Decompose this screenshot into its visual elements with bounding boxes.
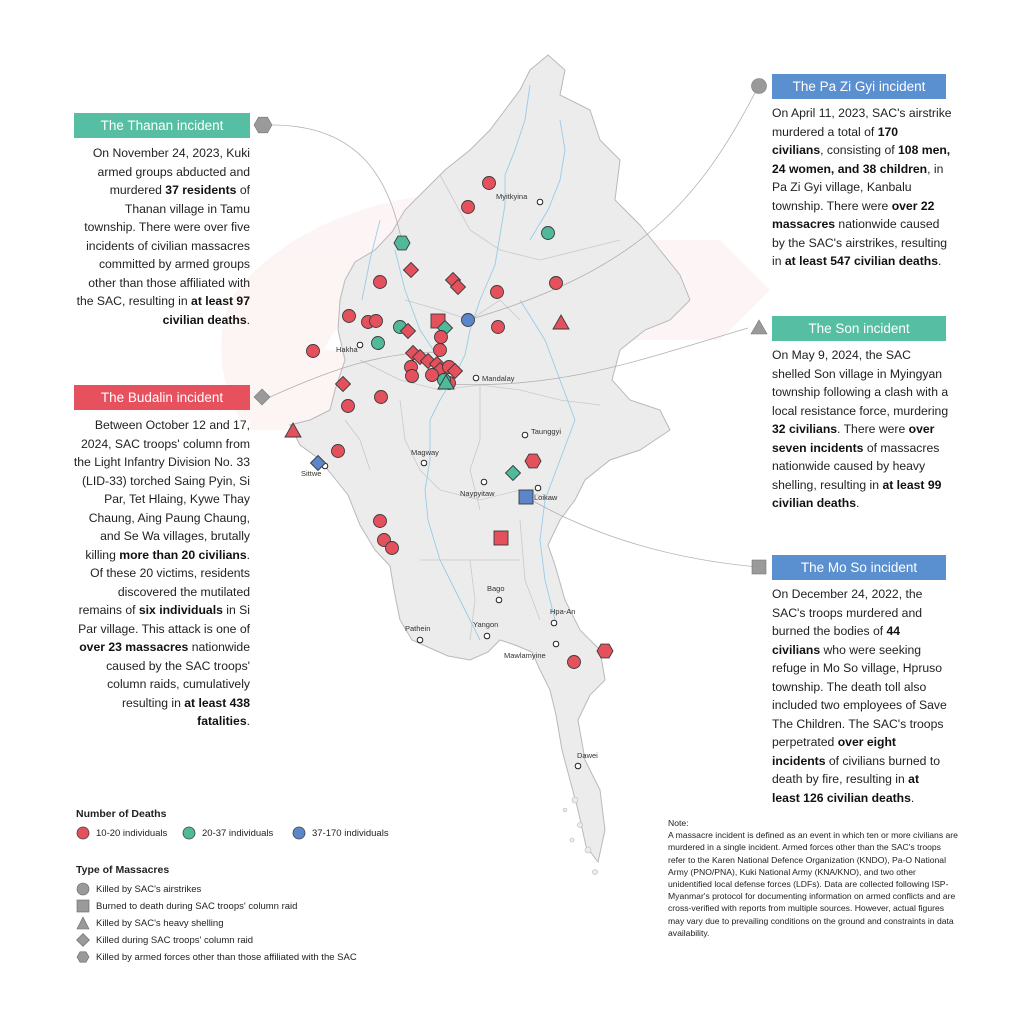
massacre-marker-circle[interactable] <box>375 391 388 404</box>
city-label: Taunggyi <box>531 427 562 436</box>
blue-circle-icon <box>292 826 306 840</box>
city-label: Naypyitaw <box>460 489 495 498</box>
massacre-marker-hexagon[interactable] <box>597 644 613 658</box>
massacre-marker-circle[interactable] <box>550 277 563 290</box>
gray-square-icon <box>76 899 90 913</box>
city-label: Magway <box>411 448 439 457</box>
gray-diamond-icon <box>76 933 90 947</box>
city-dot <box>575 763 581 769</box>
moso-title-banner: The Mo So incident <box>772 555 946 580</box>
massacre-marker-circle[interactable] <box>568 656 581 669</box>
pazigyi-description: On April 11, 2023, SAC's airstrike murdered a total of 170 civilians, consisting of 108 men, 24 women, and 38 children, in Pa Zi Gyi village, Kanbalu township. There were over 22 massacres nationwide caused by the SAC's airstrikes, resulting in at least 547 civilian deaths. <box>772 106 952 268</box>
thanan-title-banner: The Thanan incident <box>74 113 250 138</box>
massacre-marker-circle[interactable] <box>542 227 555 240</box>
massacre-marker-square[interactable] <box>519 490 533 504</box>
gray-circle-icon <box>76 882 90 896</box>
massacre-marker-circle[interactable] <box>406 370 419 383</box>
massacre-marker-circle[interactable] <box>374 515 387 528</box>
legend-type-column-raid: Killed during SAC troops' column raid <box>76 933 253 947</box>
note-block <box>668 817 958 939</box>
legend-type-burned: Burned to death during SAC troops' column raid <box>76 899 297 913</box>
budalin-title-banner: The Budalin incident <box>74 385 250 410</box>
city-label: Myitkyina <box>496 192 528 201</box>
city-dot <box>357 342 363 348</box>
pazigyi-title-banner: The Pa Zi Gyi incident <box>772 74 946 99</box>
massacre-marker-circle[interactable] <box>307 345 320 358</box>
massacre-marker-circle[interactable] <box>426 369 439 382</box>
gray-hexagon-icon <box>76 950 90 964</box>
city-dot <box>535 485 541 491</box>
red-circle-icon <box>76 826 90 840</box>
city-dot <box>473 375 479 381</box>
city-dot <box>551 620 557 626</box>
massacre-marker-circle[interactable] <box>370 315 383 328</box>
son-title-banner: The Son incident <box>772 316 946 341</box>
massacre-marker-circle[interactable] <box>462 314 475 327</box>
city-label: Bago <box>487 584 505 593</box>
city-label: Sittwe <box>301 469 322 478</box>
massacre-marker-circle[interactable] <box>491 286 504 299</box>
city-label: Mandalay <box>482 374 515 383</box>
city-label: Loikaw <box>534 493 558 502</box>
city-label: Hpa-An <box>550 607 576 616</box>
moso-description: On December 24, 2022, the SAC's troops murdered and burned the bodies of 44 civilians who were seeking refuge in Mo So village, Hpruso township. The death toll also included two employees of Save The Children. The SAC's troops perpetrated over eight incidents of civilians burned to death by fire, resulting in at least 126 civilian deaths. <box>772 587 947 805</box>
city-dot <box>537 199 543 205</box>
city-dot <box>484 633 490 639</box>
pazigyi-circle-icon <box>752 79 767 94</box>
massacre-marker-hexagon[interactable] <box>394 236 410 250</box>
massacre-marker-hexagon[interactable] <box>525 454 541 468</box>
myanmar-outline <box>290 55 690 862</box>
legend-deaths-20-37: 20-37 individuals <box>182 826 273 840</box>
massacre-marker-circle[interactable] <box>434 344 447 357</box>
moso-square-icon <box>752 560 766 574</box>
massacre-marker-circle[interactable] <box>342 400 355 413</box>
legend-type-shelling: Killed by SAC's heavy shelling <box>76 916 224 930</box>
city-label: Dawei <box>577 751 598 760</box>
legend-deaths-title: Number of Deaths <box>76 808 167 820</box>
massacre-marker-circle[interactable] <box>462 201 475 214</box>
legend-types-title: Type of Massacres <box>76 864 170 876</box>
massacre-marker-square[interactable] <box>494 531 508 545</box>
massacre-marker-circle[interactable] <box>386 542 399 555</box>
city-dot <box>553 641 559 647</box>
green-circle-icon <box>182 826 196 840</box>
son-triangle-icon <box>751 320 767 334</box>
city-label: Hakha <box>336 345 358 354</box>
city-dot <box>417 637 423 643</box>
city-label: Pathein <box>405 624 431 633</box>
city-dot <box>522 432 528 438</box>
legend-deaths-37-170: 37-170 individuals <box>292 826 389 840</box>
massacre-marker-circle[interactable] <box>332 445 345 458</box>
legend-type-other-forces: Killed by armed forces other than those affiliated with the SAC <box>76 950 357 964</box>
city-label: Mawlamyine <box>504 651 546 660</box>
gray-triangle-icon <box>76 916 90 930</box>
massacre-marker-circle[interactable] <box>372 337 385 350</box>
legend-deaths-10-20: 10-20 individuals <box>76 826 167 840</box>
massacre-marker-circle[interactable] <box>374 276 387 289</box>
note-text: A massacre incident is defined as an event in which ten or more civilians are murdered in a single incident. Armed forces other than the SAC's troops refer to the Karen National Defence Organization (KNDO), Pa-O National Army (PNO/PNA), Kuki National Army (KNA/KNO), and two other unidentified local defense forces (LDFs). Data are collected following ISP-Myanmar's protocol for documenting information on armed conflicts and are cross-verified with reports from multiple sources. However, actual figures may vary due to prevailing conditions on the ground and constraints in data availability. <box>668 830 958 938</box>
note-title: Note: <box>668 818 689 828</box>
city-dot <box>496 597 502 603</box>
massacre-marker-circle[interactable] <box>343 310 356 323</box>
massacre-marker-circle[interactable] <box>435 331 448 344</box>
city-label: Yangon <box>473 620 499 629</box>
city-dot <box>421 460 427 466</box>
legend-type-airstrike: Killed by SAC's airstrikes <box>76 882 201 896</box>
massacre-marker-circle[interactable] <box>492 321 505 334</box>
massacre-marker-circle[interactable] <box>483 177 496 190</box>
city-dot <box>481 479 487 485</box>
thanan-hexagon-icon <box>254 117 272 133</box>
thanan-description: On November 24, 2023, Kuki armed groups abducted and murdered 37 residents of Thanan village in Tamu township. There were over five incidents of civilian massacres committed by armed groups other than those affiliated with the SAC, resulting in at least 97 civilian deaths. <box>76 146 250 327</box>
son-description: On May 9, 2024, the SAC shelled Son village in Myingyan township following a clash with a local resistance force, murdering 32 civilians. There were over seven incidents of massacres nationwide caused by heavy shelling, resulting in at least 99 civilian deaths. <box>772 348 949 510</box>
budalin-description: Between October 12 and 17, 2024, SAC troops' column from the Light Infantry Division No. 33 (LID-33) torched Saing Pyin, Si Par, Tet Hlaing, Kywe Thay Chaung, Aing Paung Chaung, and Se Wa villages, brutally killing more than 20 civilians. Of these 20 victims, residents discovered the mutilated remains of six individuals in Si Par village. This attack is one of over 23 massacres nationwide caused by the SAC troops' column raids, cumulatively resulting in at least 438 fatalities. <box>73 418 250 728</box>
